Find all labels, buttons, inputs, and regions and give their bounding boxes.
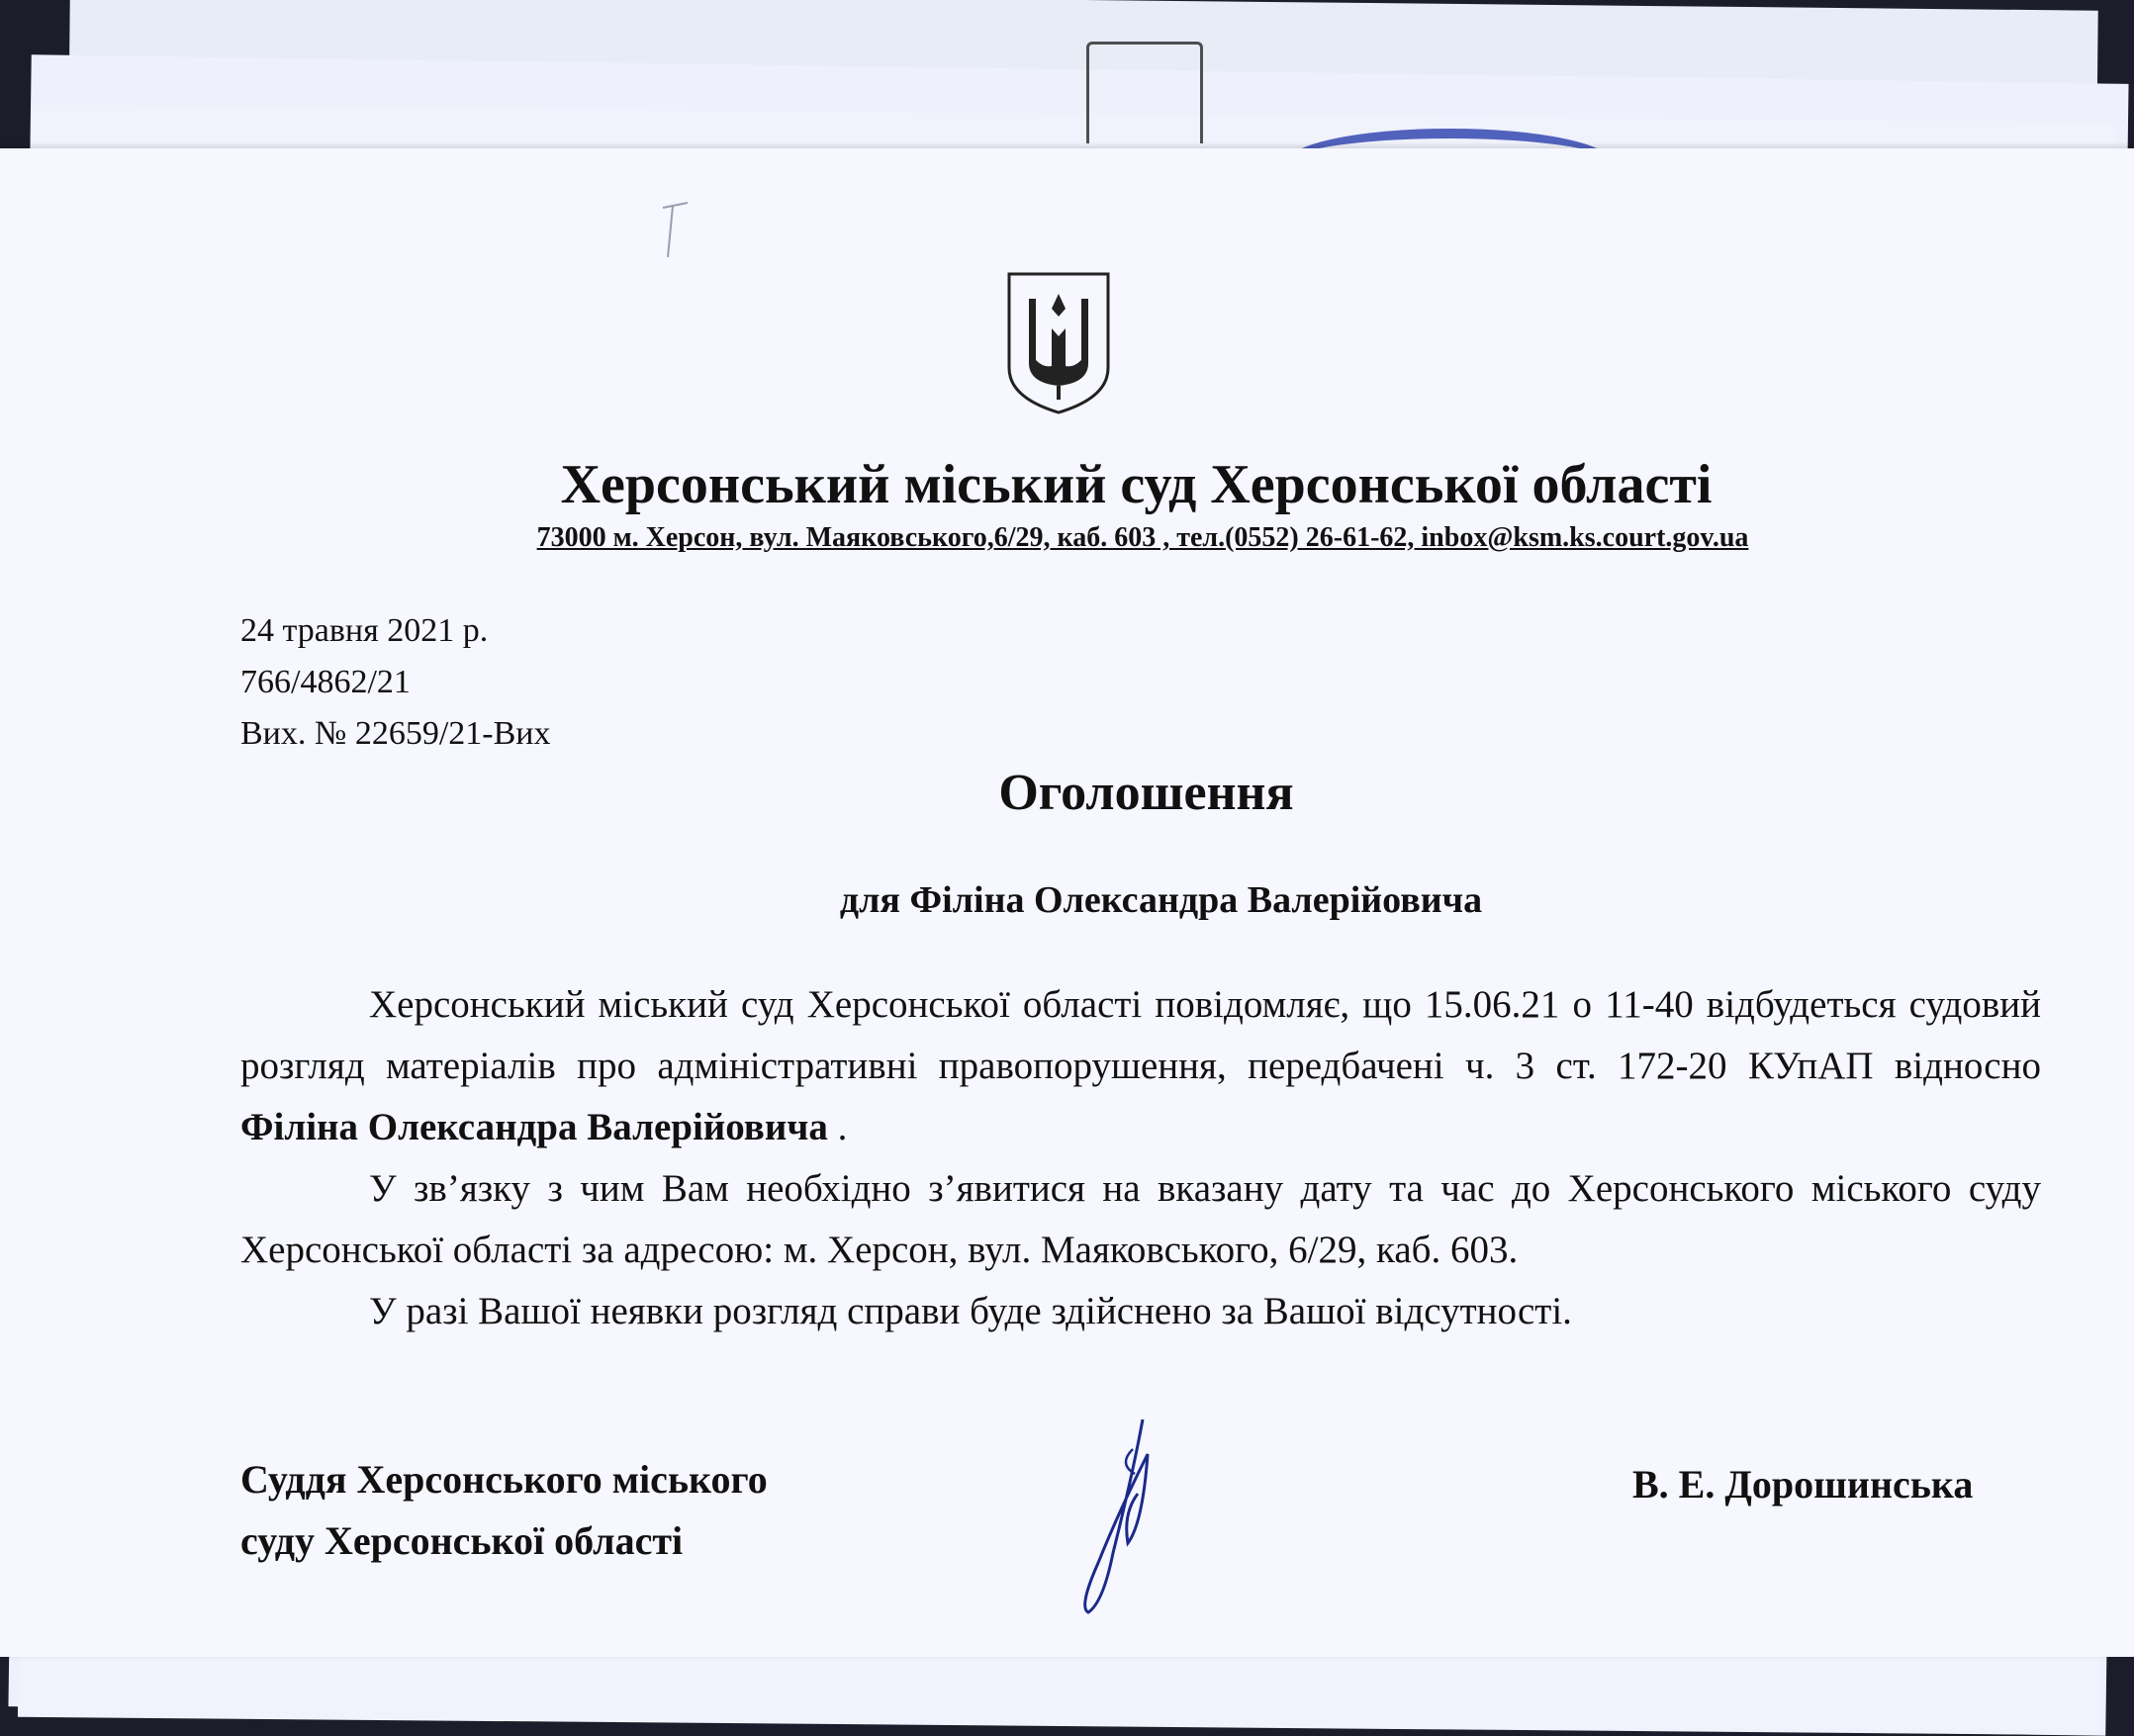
outgoing-number: Вих. № 22659/21-Вих [240, 715, 551, 752]
case-number: 766/4862/21 [240, 664, 411, 700]
document-meta [240, 605, 550, 760]
judge-name: В. Е. Дорошинська [1632, 1462, 1974, 1507]
defendant-name: Філіна Олександра Валерійовича [240, 1106, 828, 1148]
back-sheet-emblem-icon [1086, 42, 1203, 143]
court-name: Херсонський міський суд Херсонської області [560, 454, 1713, 515]
document-date: 24 травня 2021 р. [240, 612, 489, 649]
paragraph-summons: У зв’язку з чим Вам необхідно з’явитися на вказану дату та час до Херсонського міського суду Херсонської області за адресою: м. Херсон, вул. Маяковського, 6/29, каб. 603. [240, 1167, 2041, 1271]
court-address: 73000 м. Херсон, вул. Маяковського,6/29, каб. 603 , тел.(0552) 26-61-62, inbox@ksm.ks.court.gov.ua [536, 522, 1749, 553]
ukraine-trident-emblem-icon [1004, 269, 1113, 417]
paragraph-hearing [240, 974, 2041, 1158]
notice-addressee: для Філіна Олександра Валерійовича [839, 879, 1483, 921]
judge-title-line1: Суддя Херсонського міського [240, 1457, 768, 1502]
paragraph-hearing-end: . [827, 1106, 848, 1148]
judge-title-line2: суду Херсонської області [240, 1518, 684, 1563]
notice-heading: Оголошення [998, 765, 1294, 821]
paragraph-absence: У разі Вашої неявки розгляд справи буде здійснено за Вашої відсутності. [369, 1290, 1572, 1332]
notice-body [240, 974, 2041, 1342]
handwritten-signature-icon [1073, 1415, 1182, 1622]
pencil-mark-icon [653, 198, 702, 267]
judge-title [240, 1449, 768, 1572]
paragraph-hearing-text: Херсонський міський суд Херсонської області повідомляє, що 15.06.21 о 11-40 відбудеться судовий розгляд матеріалів про адміністративні правопорушення, передбачені ч. 3 ст. 172-20 КУпАП відносно [240, 983, 2041, 1087]
